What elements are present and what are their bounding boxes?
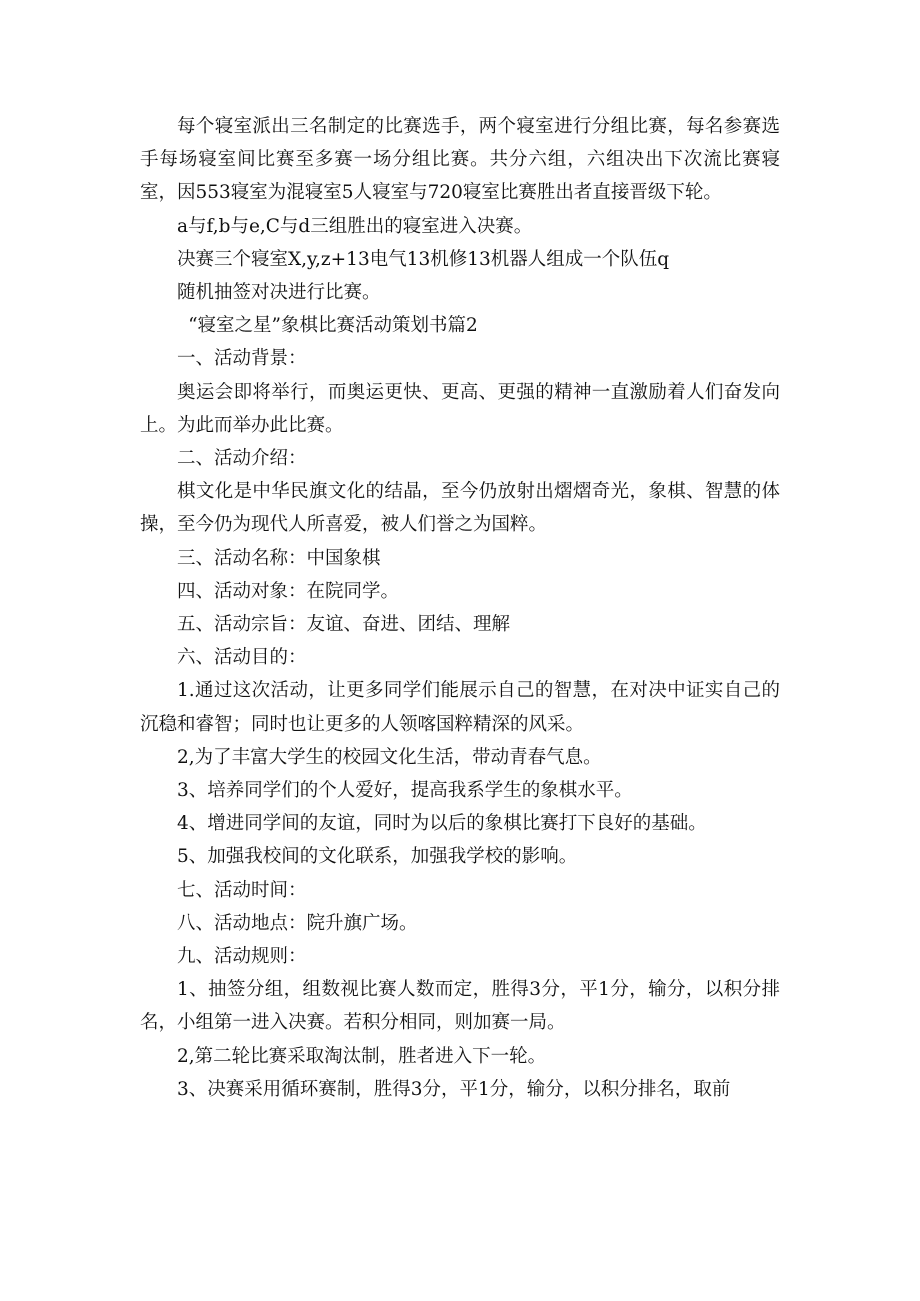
paragraph-introduction: 棋文化是中华民旗文化的结晶，至今仍放射出熠熠奇光，象棋、智慧的体操，至今仍为现代人所喜爱，被人们誉之为国粹。: [140, 481, 780, 536]
paragraph-background: 奥运会即将举行，而奥运更快、更高、更强的精神一直激励着人们奋发向上。为此而举办此比赛。: [140, 381, 780, 436]
paragraph-group-pairs: a与f,b与e,C与d三组胜出的寝室进入决赛。: [177, 215, 533, 237]
goal-item-2: 2,为了丰富大学生的校园文化生活，带动青春气息。: [177, 746, 602, 768]
heading-activity-time: 七、活动时间：: [177, 879, 307, 901]
heading-activity-rules: 九、活动规则：: [177, 946, 307, 968]
rule-item-1: 1、抽签分组，组数视比赛人数而定，胜得3分，平1分，输分，以积分排名，小组第一进入决赛。若积分相同，则加赛一局。: [140, 979, 780, 1034]
rule-item-3: 3、决赛采用循环赛制，胜得3分，平1分，输分，以积分排名，取前: [177, 1078, 731, 1100]
section-title: “寝室之星”象棋比赛活动策划书篇2: [188, 315, 478, 337]
goal-item-1: 1.通过这次活动，让更多同学们能展示自己的智慧，在对决中证实自己的沉稳和睿智；同时也让更多的人领喀国粹精深的风采。: [140, 680, 780, 735]
paragraph-rules-intro: 每个寝室派出三名制定的比赛选手，两个寝室进行分组比赛，每名参赛选手每场寝室间比赛至多赛一场分组比赛。共分六组，六组决出下次流比赛寝室，因553寝室为混寝室5人寝室与720寝室比赛胜出者直接晋级下轮。: [140, 116, 780, 204]
goal-item-5: 5、加强我校间的文化联系，加强我学校的影响。: [177, 846, 578, 868]
heading-activity-target: 四、活动对象：在院同学。: [177, 580, 400, 602]
goal-item-3: 3、培养同学们的个人爱好，提高我系学生的象棋水平。: [177, 780, 633, 802]
heading-activity-goals: 六、活动目的：: [177, 647, 307, 669]
paragraph-random-draw: 随机抽签对决进行比赛。: [177, 282, 381, 304]
heading-introduction: 二、活动介绍：: [177, 448, 307, 470]
heading-background: 一、活动背景：: [177, 348, 307, 370]
rule-item-2: 2,第二轮比赛采取淘汰制，胜者进入下一轮。: [177, 1045, 547, 1067]
heading-activity-name: 三、活动名称：中国象棋: [177, 547, 381, 569]
document-body: [140, 110, 780, 1106]
goal-item-4: 4、增进同学间的友谊，同时为以后的象棋比赛打下良好的基础。: [177, 813, 707, 835]
paragraph-final-teams: 决赛三个寝室X,y,z+13电气13机修13机器人组成一个队伍q: [177, 248, 670, 270]
heading-activity-location: 八、活动地点：院升旗广场。: [177, 912, 418, 934]
heading-activity-purpose: 五、活动宗旨：友谊、奋进、团结、理解: [177, 614, 511, 636]
